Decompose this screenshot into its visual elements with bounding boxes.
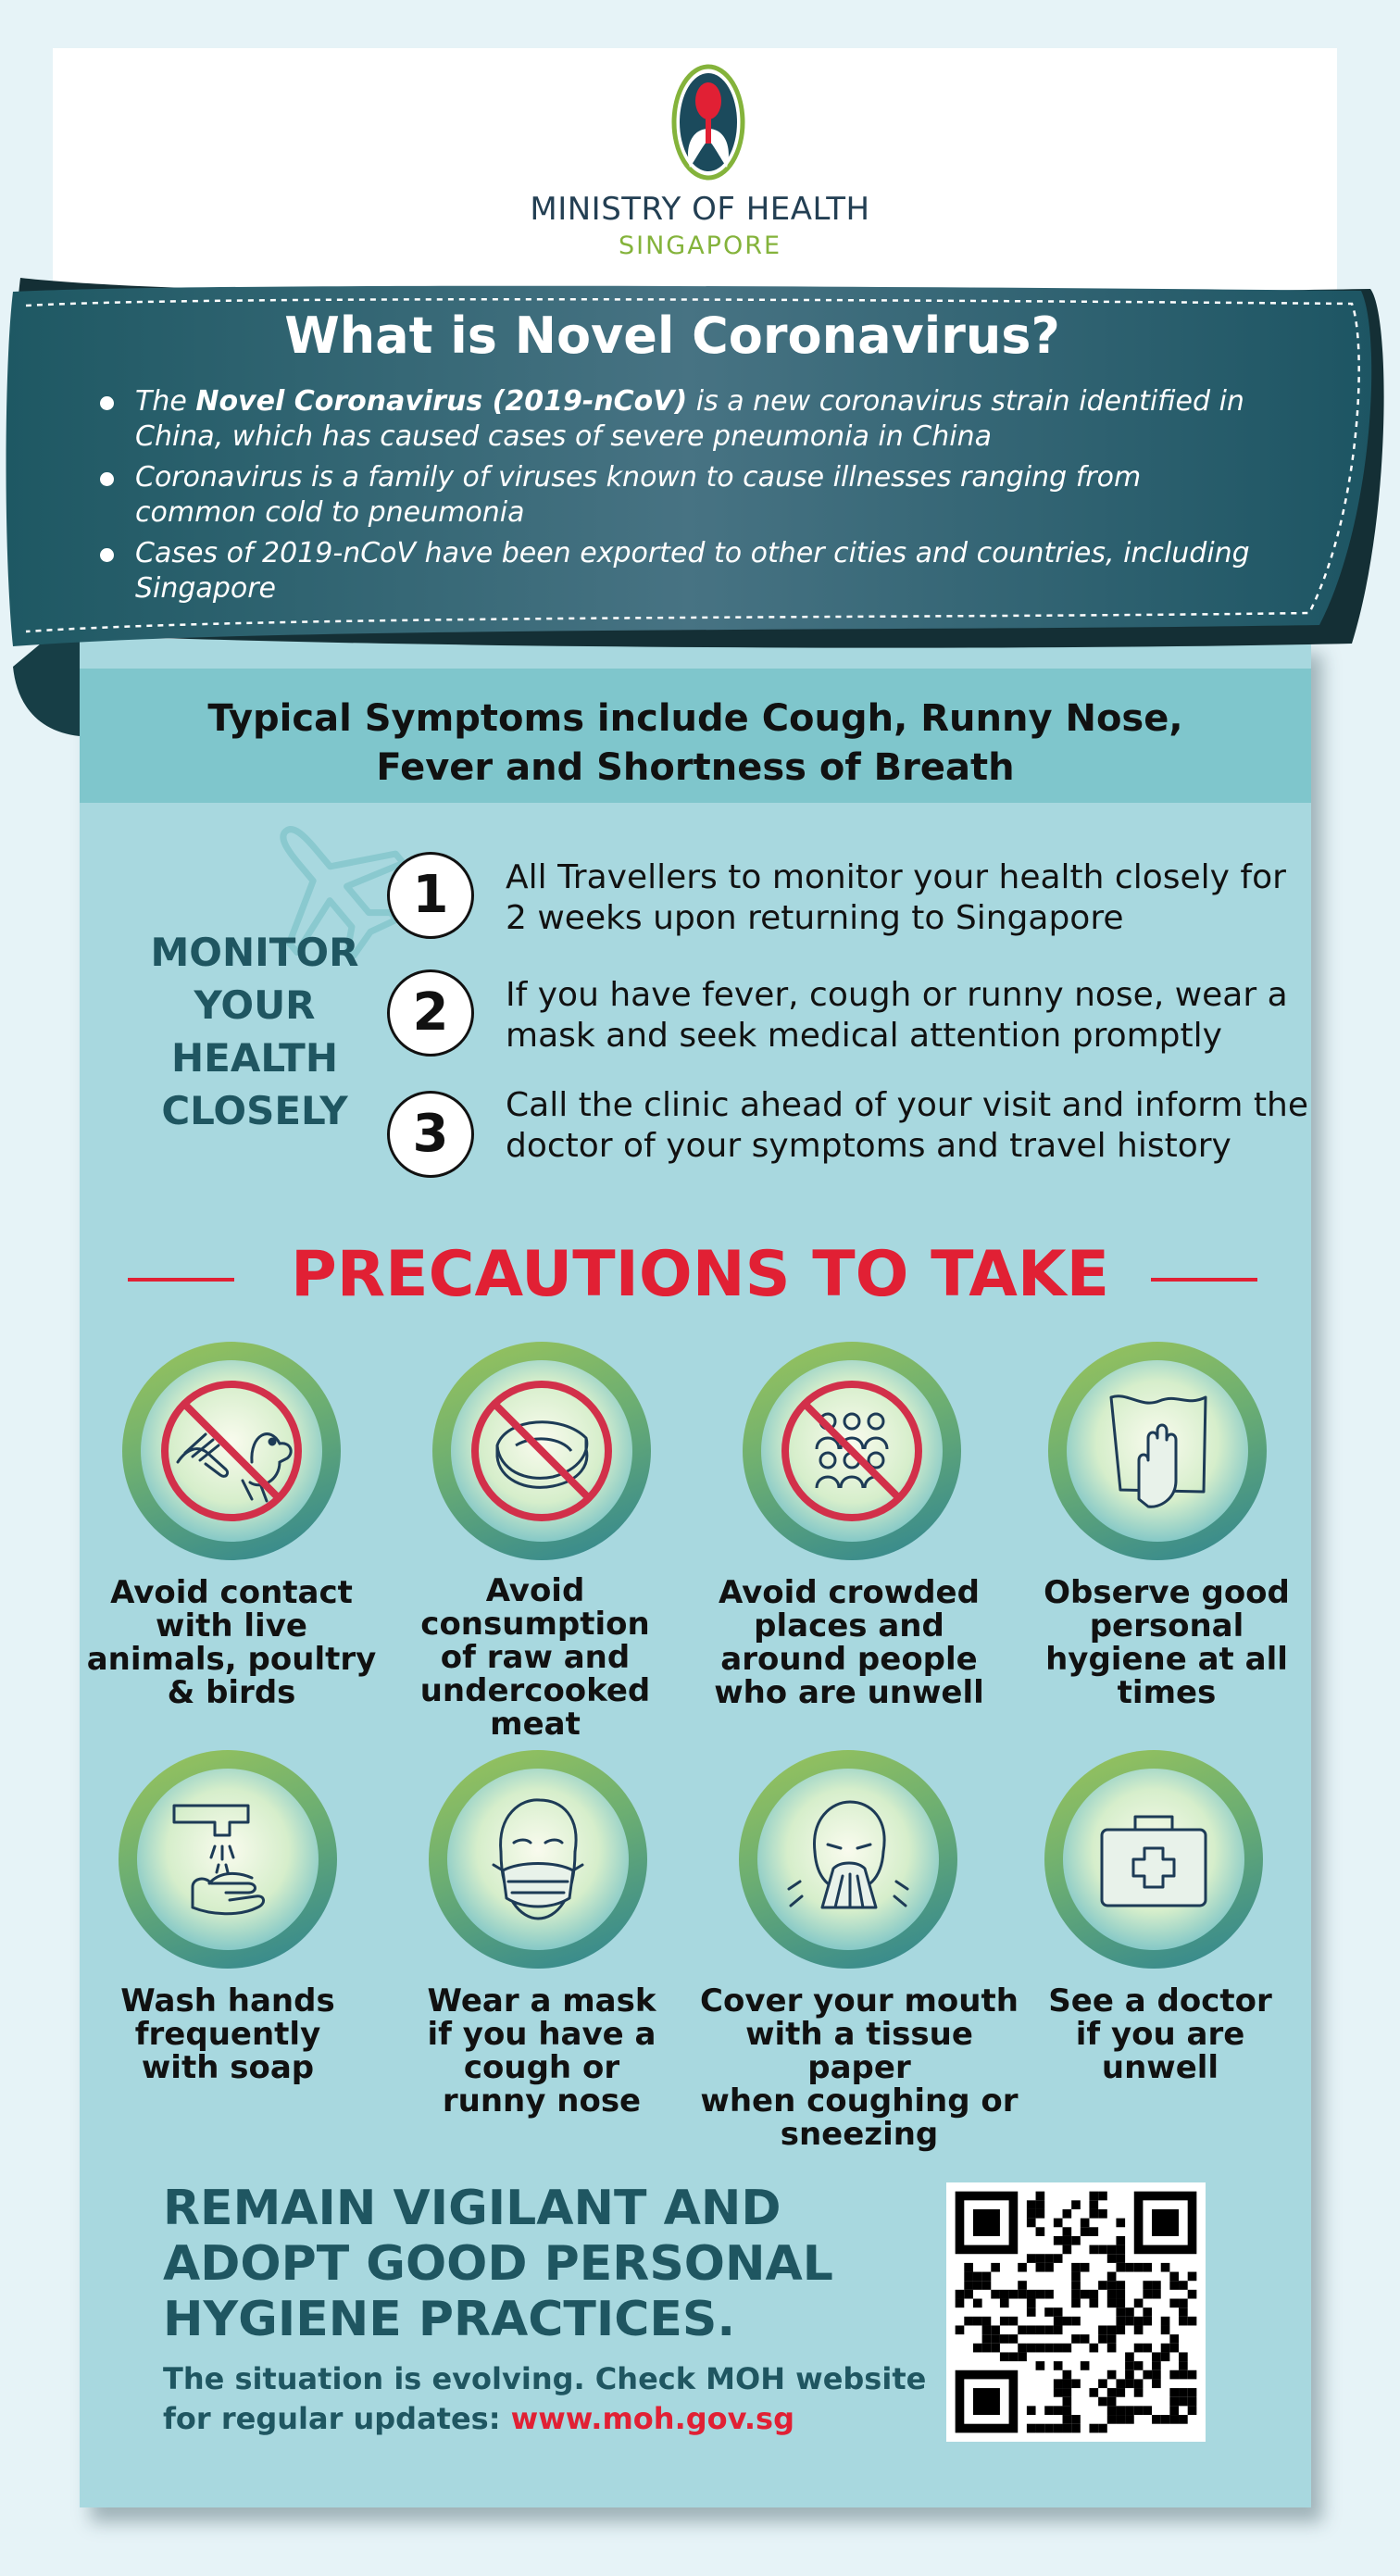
face-mask-icon [447, 1769, 629, 1950]
cover-mouth-icon [757, 1769, 939, 1950]
precaution-circle [1044, 1750, 1263, 1969]
symptoms-text: Typical Symptoms include Cough, Runny Nose, Fever and Shortness of Breath [207, 697, 1183, 789]
intro-bullet: Coronavirus is a family of viruses known to cause illnesses ranging from common cold to pneumonia [100, 460, 1267, 531]
first-aid-kit-icon [1063, 1769, 1244, 1950]
step-number: 2 [387, 969, 474, 1057]
monitor-heading: MONITOR YOUR HEALTH CLOSELY [150, 930, 359, 1133]
precaution-circle [739, 1750, 957, 1969]
precaution-circle [743, 1342, 961, 1560]
step-text: If you have fever, cough or runny nose, wear a mask and seek medical attention promptly [506, 976, 1288, 1055]
precaution-caption: See a doctor if you are unwell [1048, 1982, 1272, 2086]
precaution-caption: Avoid crowded places and around people who are unwell [714, 1574, 984, 1711]
step-number: 1 [387, 852, 474, 939]
moh-logo-icon [671, 64, 745, 181]
precaution-caption: Observe good personal hygiene at all times [1044, 1574, 1290, 1711]
no-raw-meat-icon [451, 1360, 632, 1542]
precaution-caption: Cover your mouth with a tissue paper when coughing or sneezing [700, 1982, 1019, 2153]
qr-code[interactable] [946, 2182, 1206, 2442]
precaution-circle [1048, 1342, 1267, 1560]
symptoms-bar [80, 669, 1311, 803]
precaution-caption: Wash hands frequently with soap [120, 1982, 335, 2086]
vigilant-heading: REMAIN VIGILANT AND ADOPT GOOD PERSONAL HYGIENE PRACTICES. [163, 2181, 833, 2347]
intro-bullets [100, 384, 1267, 612]
precaution-circle [432, 1342, 651, 1560]
wash-hands-icon [137, 1769, 319, 1950]
step-number: 3 [387, 1091, 474, 1178]
precaution-circle [122, 1342, 341, 1560]
update-text: The situation is evolving. Check MOH website for regular updates: www.moh.gov.sg [163, 2361, 927, 2436]
org-subtitle: SINGAPORE [618, 231, 782, 260]
org-name: MINISTRY OF HEALTH [530, 191, 870, 228]
precaution-circle [429, 1750, 647, 1969]
step-text: Call the clinic ahead of your visit and inform the doctor of your symptoms and travel history [506, 1086, 1309, 1165]
intro-bullet: Cases of 2019-nCoV have been exported to other cities and countries, including Singapore [100, 536, 1267, 606]
moh-website-link[interactable]: www.moh.gov.sg [510, 2401, 794, 2436]
precautions-title: PRECAUTIONS TO TAKE [290, 1238, 1110, 1311]
precaution-caption: Avoid contact with live animals, poultry & birds [86, 1574, 377, 1711]
qr-code-icon [946, 2182, 1206, 2442]
precaution-circle [119, 1750, 337, 1969]
intro-title: What is Novel Coronavirus? [284, 306, 1060, 365]
no-crowds-icon [761, 1360, 943, 1542]
step-text: All Travellers to monitor your health closely for 2 weeks upon returning to Singapore [506, 858, 1286, 937]
intro-bullet: The Novel Coronavirus (2019-nCoV) is a new coronavirus strain identified in China, which has caused cases of severe pneumonia in China [100, 384, 1267, 455]
hygiene-hand-icon [1067, 1360, 1248, 1542]
precaution-caption: Wear a mask if you have a cough or runny nose [427, 1982, 656, 2120]
precaution-caption: Avoid consumption of raw and undercooked meat [419, 1572, 651, 1743]
no-animals-icon [141, 1360, 322, 1542]
